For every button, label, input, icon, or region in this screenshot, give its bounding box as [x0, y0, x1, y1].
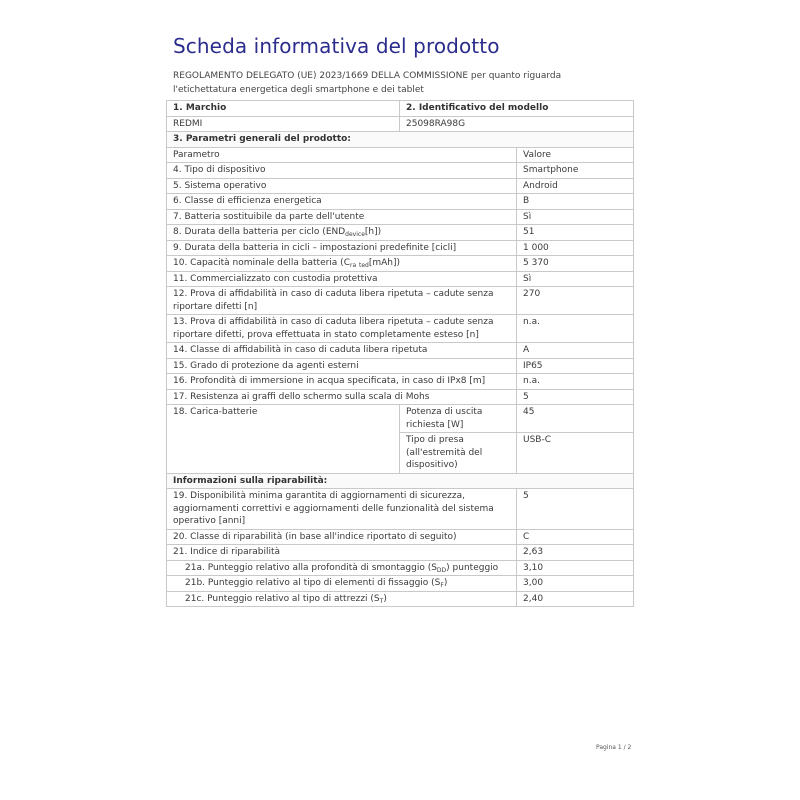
brand-model-values-row	[167, 116, 634, 132]
row-param: 17. Resistenza ai graffi dello schermo sulla scala di Mohs	[167, 389, 517, 405]
row-param: 11. Commercializzato con custodia protettiva	[167, 271, 517, 287]
charger-power-value: 45	[517, 405, 634, 433]
row-param: 20. Classe di riparabilità (in base all'indice riportato di seguito)	[167, 529, 517, 545]
table-row	[167, 287, 634, 315]
row-param: 16. Profondità di immersione in acqua specificata, in caso di IPx8 [m]	[167, 374, 517, 390]
table-row	[167, 194, 634, 210]
table-header-row	[167, 147, 634, 163]
table-row	[167, 489, 634, 530]
row21a-param-post: ) punteggio	[446, 562, 499, 573]
regulation-line-2: l'etichettatura energetica degli smartphone e dei tablet	[173, 84, 424, 95]
table-row	[167, 315, 634, 343]
row-value: 270	[517, 287, 634, 315]
charger-power-row	[167, 405, 634, 433]
product-table	[166, 100, 634, 607]
table-row	[167, 271, 634, 287]
row10-param-sub2: ted	[359, 262, 369, 269]
table-row	[167, 209, 634, 225]
row-value: n.a.	[517, 315, 634, 343]
row-param	[167, 576, 517, 592]
model-label: 2. Identificativo del modello	[400, 101, 634, 117]
row-param: 19. Disponibilità minima garantita di aggiornamenti di sicurezza, aggiornamenti correttivi e aggiornamenti delle funzionalità del sistema operativo [anni]	[167, 489, 517, 530]
row-param: 5. Sistema operativo	[167, 178, 517, 194]
table-row	[167, 343, 634, 359]
charger-plug-label: Tipo di presa (all'estremità del dispositivo)	[400, 433, 517, 474]
row-value: 2,63	[517, 545, 634, 561]
page-title: Scheda informativa del prodotto	[173, 34, 500, 58]
brand-label: 1. Marchio	[167, 101, 400, 117]
table-row	[167, 529, 634, 545]
row-param	[167, 256, 517, 272]
section-repair-row	[167, 473, 634, 489]
row-value: Smartphone	[517, 163, 634, 179]
row-param: 9. Durata della batteria in cicli – impostazioni predefinite [cicli]	[167, 240, 517, 256]
row21b-param-sub: F	[440, 582, 444, 589]
section-general-heading: 3. Parametri generali del prodotto:	[167, 132, 634, 148]
row-param: 21. Indice di riparabilità	[167, 545, 517, 561]
row-param	[167, 560, 517, 576]
regulation-text	[173, 70, 628, 97]
row-value: Sì	[517, 271, 634, 287]
row10-param-post: [mAh])	[368, 258, 401, 268]
row21b-param-post: )	[443, 578, 448, 588]
row-value: IP65	[517, 358, 634, 374]
row-value: 3,00	[517, 576, 634, 592]
row21c-param-sub: T	[379, 597, 384, 605]
row10-param-sub: ra	[349, 262, 357, 269]
row-param: 15. Grado di protezione da agenti esterni	[167, 358, 517, 374]
table-row	[167, 358, 634, 374]
product-information-sheet	[166, 30, 633, 745]
table-row	[167, 389, 634, 405]
row-value: 1 000	[517, 240, 634, 256]
table-row	[167, 374, 634, 390]
section-general-row	[167, 132, 634, 148]
model-value: 25098RA98G	[400, 116, 634, 132]
row-value: A	[517, 343, 634, 359]
table-row	[167, 576, 634, 592]
brand-model-labels-row	[167, 101, 634, 117]
regulation-line-1: REGOLAMENTO DELEGATO (UE) 2023/1669 DELLA COMMISSIONE per quanto riguarda	[173, 71, 562, 81]
row-value: Sì	[517, 209, 634, 225]
row10-param-pre: 10. Capacità nominale della batteria (C	[173, 258, 350, 268]
charger-label: 18. Carica-batterie	[167, 405, 400, 474]
row-value: 3,10	[517, 560, 634, 576]
row21a-param-pre: 21a. Punteggio relativo alla profondità di smontaggio (S	[185, 562, 437, 573]
section-repair-heading: Informazioni sulla riparabilità:	[167, 473, 634, 489]
table-row	[167, 256, 634, 272]
row-value: n.a.	[517, 374, 634, 390]
table-row	[167, 240, 634, 256]
row-value: 5 370	[517, 256, 634, 272]
row-param: 4. Tipo di dispositivo	[167, 163, 517, 179]
row-value: Android	[517, 178, 634, 194]
charger-plug-value: USB-C	[517, 433, 634, 474]
table-row	[167, 545, 634, 561]
row-param	[167, 225, 517, 241]
brand-value: REDMI	[167, 116, 400, 132]
table-row	[167, 225, 634, 241]
row-param: 6. Classe di efficienza energetica	[167, 194, 517, 210]
header-param: Parametro	[167, 147, 517, 163]
row-value: 5	[517, 389, 634, 405]
row-value: B	[517, 194, 634, 210]
row-param: 14. Classe di affidabilità in caso di caduta libera ripetuta	[167, 343, 517, 359]
row21c-param-pre: 21c. Punteggio relativo al tipo di attrezzi (S	[185, 593, 380, 604]
row-value: C	[517, 529, 634, 545]
row-value: 5	[517, 489, 634, 530]
table-row	[167, 163, 634, 179]
row8-param-sub: device	[345, 231, 365, 238]
row-param	[167, 591, 517, 607]
table-row	[167, 178, 634, 194]
row-param: 7. Batteria sostituibile da parte dell'utente	[167, 209, 517, 225]
row-param: 13. Prova di affidabilità in caso di caduta libera ripetuta – cadute senza riportare difetti, prova effettuata in stato completamente esteso [n]	[167, 315, 517, 343]
row-value: 51	[517, 225, 634, 241]
page-number: Pagina 1 / 2	[596, 744, 632, 751]
charger-power-label: Potenza di uscita richiesta [W]	[400, 405, 517, 433]
row21b-param-pre: 21b. Punteggio relativo al tipo di elementi di fissaggio (S	[185, 578, 441, 588]
row8-param-post: [h])	[364, 227, 382, 237]
row8-param-pre: 8. Durata della batteria per ciclo (END	[173, 227, 346, 237]
table-row	[167, 591, 634, 607]
table-row	[167, 560, 634, 576]
row-value: 2,40	[517, 591, 634, 607]
row-param: 12. Prova di affidabilità in caso di caduta libera ripetuta – cadute senza riportare difetti [n]	[167, 287, 517, 315]
row21a-param-sub: DD	[436, 566, 447, 574]
row21c-param-post: )	[383, 593, 387, 604]
header-value: Valore	[517, 147, 634, 163]
